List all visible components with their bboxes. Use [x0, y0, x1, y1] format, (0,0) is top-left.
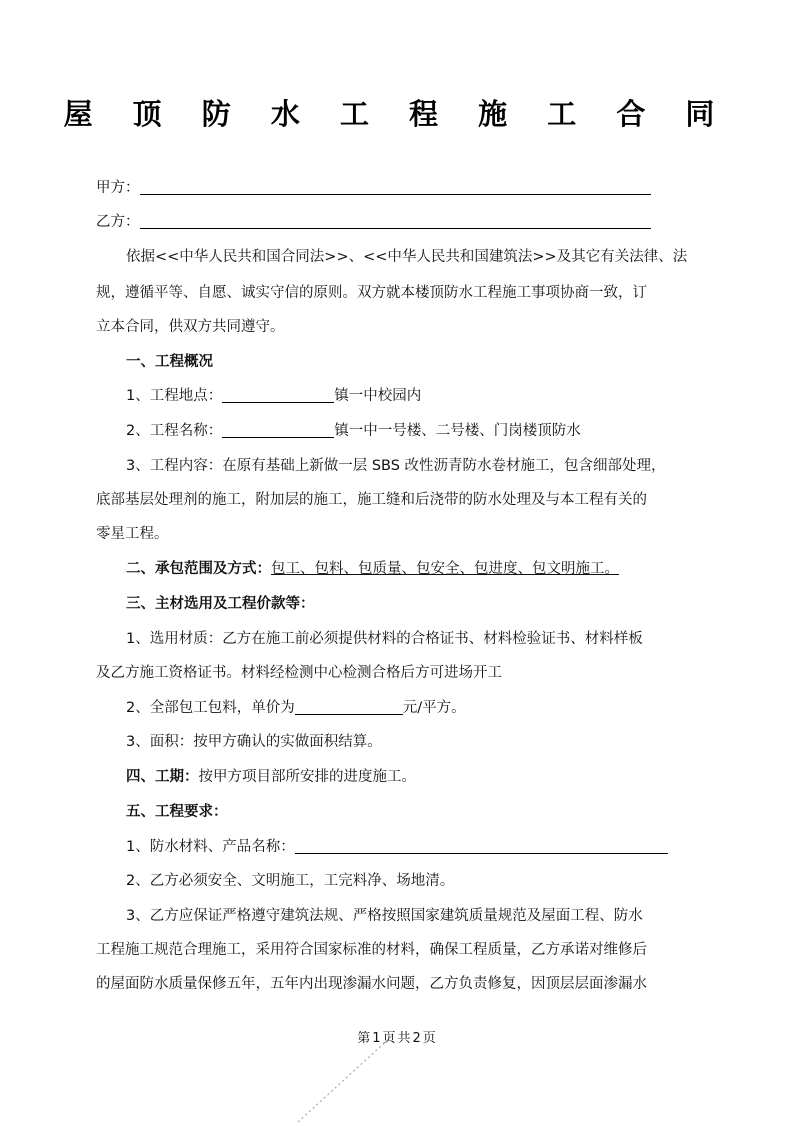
party-b-line: [96, 212, 651, 232]
party-a-blank: [140, 178, 651, 195]
section-1-heading: 一、工程概况: [126, 354, 213, 370]
price-unit: 元/平方。: [402, 700, 466, 716]
product-label: 1、防水材料、产品名称：: [126, 839, 295, 855]
intro-line-1: 依据<<中华人民共和国合同法>>、<<中华人民共和国建筑法>>及其它有关法律、法: [126, 249, 688, 265]
content-line-3: 零星工程。: [96, 526, 169, 542]
footer-prefix: 第: [357, 1031, 371, 1046]
footer-suffix: 页: [422, 1031, 436, 1046]
price-blank: [295, 698, 403, 715]
price-label: 2、全部包工包料，单价为: [126, 700, 295, 716]
footer-total-pages: 2: [412, 1031, 421, 1046]
price-line: [126, 698, 466, 718]
product-blank: [295, 837, 668, 854]
material-line-2: 及乙方施工资格证书。材料经检测中心检测合格后方可进场开工: [96, 665, 502, 681]
material-line-1: 1、选用材质：乙方在施工前必须提供材料的合格证书、材料检验证书、材料样板: [126, 631, 643, 647]
intro-line-3: 立本合同，供双方共同遵守。: [96, 319, 285, 335]
section-5-heading: 五、工程要求：: [126, 804, 228, 820]
intro-line-2: 规，遵循平等、自愿、诚实守信的原则。双方就本楼顶防水工程施工事项协商一致，订: [96, 285, 647, 301]
party-a-line: [96, 178, 651, 198]
party-b-label: 乙方：: [96, 214, 140, 230]
content-line-1: 3、工程内容：在原有基础上新做一层 SBS 改性沥青防水卷材施工，包含细部处理，: [126, 458, 666, 474]
area-line: 3、面积：按甲方确认的实做面积结算。: [126, 734, 382, 750]
contract-title: 屋 顶 防 水 工 程 施 工 合 同: [63, 97, 730, 131]
section-4-value: 按甲方项目部所安排的进度施工。: [198, 769, 416, 785]
product-line: [126, 837, 668, 857]
footer-current-page: 1: [372, 1031, 381, 1046]
party-a-label: 甲方：: [96, 180, 140, 196]
quality-line-3: 的屋面防水质量保修五年，五年内出现渗漏水问题，乙方负责修复，因顶层层面渗漏水: [96, 976, 647, 992]
location-blank: [222, 386, 334, 403]
footer-mid2: 共: [397, 1031, 411, 1046]
section-2-value: 包工、包料、包质量、包安全、包进度、包文明施工。: [271, 561, 619, 577]
content-line-2: 底部基层处理剂的施工，附加层的施工，施工缝和后浇带的防水处理及与本工程有关的: [96, 492, 647, 508]
page-footer: [0, 1027, 793, 1046]
location-label: 1、工程地点：: [126, 388, 223, 404]
section-2-line: [126, 559, 619, 579]
name-line: [126, 421, 581, 441]
name-value: 镇一中一号楼、二号楼、门岗楼顶防水: [334, 423, 581, 439]
section-4-heading: 四、工期：: [126, 769, 199, 785]
location-value: 镇一中校园内: [334, 388, 422, 404]
quality-line-2: 工程施工规范合理施工，采用符合国家标准的材料，确保工程质量，乙方承诺对维修后: [96, 942, 647, 958]
footer-mid1: 页: [382, 1031, 396, 1046]
party-b-blank: [140, 212, 651, 229]
section-2-heading: 二、承包范围及方式：: [126, 561, 271, 577]
safety-line: 2、乙方必须安全、文明施工，工完料净、场地清。: [126, 873, 455, 889]
name-label: 2、工程名称：: [126, 423, 223, 439]
section-3-heading: 三、主材选用及工程价款等：: [126, 596, 315, 612]
section-4-line: [126, 767, 416, 787]
location-line: [126, 386, 421, 406]
quality-line-1: 3、乙方应保证严格遵守建筑法规、严格按照国家建筑质量规范及屋面工程、防水: [126, 908, 643, 924]
name-blank: [222, 421, 334, 438]
